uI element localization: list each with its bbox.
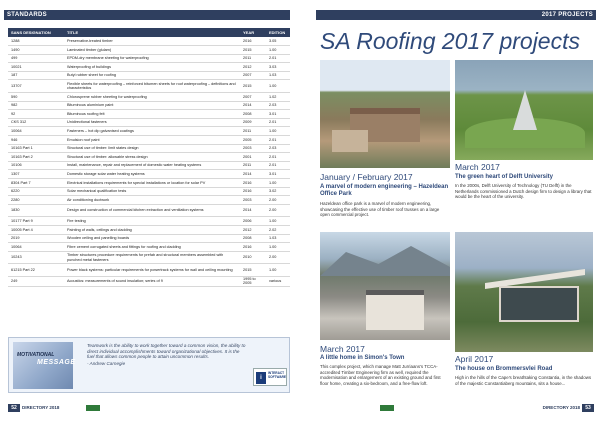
cell-edition: 1.00 — [266, 243, 290, 252]
interact-logo[interactable] — [253, 368, 287, 386]
cell-title: Solar mechanical qualification tests — [64, 187, 240, 196]
table-row — [8, 136, 290, 145]
cell-year: 2016 — [240, 37, 266, 46]
cell-title: Structural use of timber: allowable stress design — [64, 153, 240, 162]
cell-year: 2012 — [240, 225, 266, 234]
cell-title: Power black systems: particular requirements for powertrack systems for wall and ceiling mounting — [64, 264, 240, 277]
ad-quote-author: - Andrew Carnegie — [87, 360, 126, 366]
cell-edition: 2.01 — [266, 54, 290, 63]
table-row — [8, 217, 290, 226]
cell-edition: 2.01 — [266, 153, 290, 162]
cell-year: 2015 — [240, 264, 266, 277]
cell-edition: 3.05 — [266, 37, 290, 46]
cell-designation: 499 — [8, 54, 64, 63]
cell-edition: 2.00 — [266, 196, 290, 205]
cell-year: 2001 — [240, 153, 266, 162]
table-row — [8, 225, 290, 234]
cell-year: 2012 — [240, 63, 266, 72]
project-month: April 2017 — [455, 354, 494, 364]
cell-year: 2005 — [240, 136, 266, 145]
cell-title: Wooden ceiling and panelling boards — [64, 234, 240, 243]
cell-year: 2015 — [240, 80, 266, 93]
cell-edition: 2.01 — [266, 136, 290, 145]
cell-year: 2007 — [240, 71, 266, 80]
cell-title: Air conditioning ductwork — [64, 196, 240, 205]
cell-edition: various — [266, 276, 290, 286]
cell-year: 2003 — [240, 144, 266, 153]
cell-designation: 8304 Part 7 — [8, 179, 64, 188]
cell-designation: 1490 — [8, 46, 64, 55]
col-header-year: YEAR — [240, 28, 266, 37]
table-row — [8, 251, 290, 264]
cell-edition: 1.03 — [266, 234, 290, 243]
interact-logo-icon: i — [256, 372, 266, 384]
cell-year: 1995 to 2005 — [240, 276, 266, 286]
cell-year: 2009 — [240, 118, 266, 127]
cell-edition: 1.00 — [266, 80, 290, 93]
page-title-suffix: 2017 projects — [441, 28, 580, 54]
logo-text-line2: SOFTWARE — [268, 374, 287, 379]
cell-designation: 61215 Part 22 — [8, 264, 64, 277]
cell-designation: 10163 Part 2 — [8, 153, 64, 162]
cell-designation: 946 — [8, 136, 64, 145]
cell-designation: 10243 — [8, 251, 64, 264]
cell-designation: 10064 — [8, 127, 64, 136]
standards-table — [8, 28, 290, 287]
table-row — [8, 46, 290, 55]
photo-building-annex — [332, 130, 368, 152]
cell-edition: 1.00 — [266, 127, 290, 136]
photo-cone — [513, 90, 537, 130]
cell-designation: 982 — [8, 101, 64, 110]
cell-year: 2014 — [240, 170, 266, 179]
cell-title: Fibre cement corrugated sheets and fittings for roofing and cladding — [64, 243, 240, 252]
table-row — [8, 196, 290, 205]
cell-year: 2016 — [240, 243, 266, 252]
cell-edition: 1.03 — [266, 71, 290, 80]
cell-designation: 1830 — [8, 204, 64, 217]
cell-year: 2015 — [240, 46, 266, 55]
cell-year: 2003 — [240, 196, 266, 205]
cell-edition: 1.02 — [266, 93, 290, 102]
section-header-standards — [4, 10, 290, 20]
table-header-row — [8, 28, 290, 37]
cell-year: 2014 — [240, 204, 266, 217]
cell-designation: 1307 — [8, 170, 64, 179]
cell-designation: 249 — [8, 276, 64, 286]
cell-title: Structural use of timber: limit states design — [64, 144, 240, 153]
cell-title: Preservative-treated timber — [64, 37, 240, 46]
project-month: March 2017 — [320, 344, 365, 354]
cell-year: 2011 — [240, 54, 266, 63]
cell-year: 2016 — [240, 179, 266, 188]
cell-designation: 590 — [8, 93, 64, 102]
table-row — [8, 264, 290, 277]
cell-designation: 187 — [8, 71, 64, 80]
cell-year: 2011 — [240, 127, 266, 136]
cell-title: Unidirectional fasteners — [64, 118, 240, 127]
cell-title: Waterproofing of buildings — [64, 63, 240, 72]
table-row — [8, 101, 290, 110]
simons-town-home-photo — [320, 232, 450, 340]
project-body: In the 2000s, Delft University of Technology (TU Delft) in the Netherlands commissioned a Dutch design firm to design a library that would be the heart of the university. — [455, 183, 592, 200]
section-label: STANDARDS — [7, 12, 47, 18]
section-label: 2017 PROJECTS — [541, 12, 593, 18]
cell-title: Bituminous roofing felt — [64, 110, 240, 119]
col-header-title: TITLE — [64, 28, 240, 37]
table-row — [8, 243, 290, 252]
cell-title: Electrical installations requirements for special installations or location for solar PV — [64, 179, 240, 188]
cell-designation: 1288 — [8, 37, 64, 46]
directory-label-right: DIRECTORY 2018 — [542, 405, 580, 410]
cell-designation: 2280 — [8, 196, 64, 205]
cell-title: Acoustics: measurements of sound insulation; series of 9 — [64, 276, 240, 286]
cell-designation: 10106 — [8, 161, 64, 170]
cell-year: 2016 — [240, 187, 266, 196]
table-row — [8, 37, 290, 46]
photo-house — [366, 290, 424, 330]
project-subhead: The green heart of Delft University — [455, 174, 554, 180]
cell-title: Design and construction of commercial kitchen extraction and ventilation systems — [64, 204, 240, 217]
col-header-designation: SANS DESIGNATION — [8, 28, 64, 37]
interact-logo-text — [268, 372, 286, 380]
cell-title: Fasteners – hot dip galvanised coatings — [64, 127, 240, 136]
table-row — [8, 54, 290, 63]
cell-edition: 2.01 — [266, 118, 290, 127]
cell-year: 2008 — [240, 234, 266, 243]
table-row — [8, 161, 290, 170]
cell-title: Chlorosprene rubber sheeting for waterproofing — [64, 93, 240, 102]
cell-edition: 2.00 — [266, 251, 290, 264]
cell-designation: 13707 — [8, 80, 64, 93]
cell-edition: 1.00 — [266, 46, 290, 55]
standards-table-body — [8, 37, 290, 286]
cell-designation: 10177 Part 9 — [8, 217, 64, 226]
cell-edition: 3.01 — [266, 170, 290, 179]
brommersvlei-house-photo — [455, 232, 593, 352]
cell-designation: 10021 — [8, 63, 64, 72]
table-row — [8, 63, 290, 72]
project-month: January / February 2017 — [320, 172, 413, 182]
cell-edition: 2.03 — [266, 101, 290, 110]
cell-year: 2011 — [240, 161, 266, 170]
cell-year: 2006 — [240, 217, 266, 226]
cell-year: 2014 — [240, 101, 266, 110]
cell-designation: 6220 — [8, 187, 64, 196]
cell-designation: 10064 — [8, 243, 64, 252]
cell-title: Painting of walls, ceilings and cladding — [64, 225, 240, 234]
right-footer — [316, 404, 596, 414]
page-number-right: 53 — [582, 404, 594, 412]
ad-title-line2: MESSAGE — [37, 359, 76, 366]
photo-glass-facade — [499, 286, 579, 322]
ad-title-line1: MOTIVATIONAL — [17, 352, 55, 358]
table-row — [8, 204, 290, 217]
publisher-logo-icon — [86, 405, 100, 411]
project-subhead: A little home in Simon's Town — [320, 355, 405, 361]
logo-text-line1: INTERACT — [268, 371, 285, 375]
cell-edition: 2.01 — [266, 161, 290, 170]
table-row — [8, 80, 290, 93]
photo-mountains — [320, 246, 450, 276]
cell-title: Timber structures procedure requirements for prefab and structural members assembled with punched metal fasteners — [64, 251, 240, 264]
page-number-left: 52 — [8, 404, 20, 412]
table-row — [8, 234, 290, 243]
motivational-ad — [8, 337, 290, 393]
cell-title: Bituminous aluminium paint — [64, 101, 240, 110]
table-row — [8, 144, 290, 153]
project-subhead: The house on Brommersvlei Road — [455, 366, 553, 372]
cell-edition: 1.00 — [266, 264, 290, 277]
cell-title: EPDM-dry membrane sheeting for waterproofing — [64, 54, 240, 63]
project-month: March 2017 — [455, 162, 500, 172]
cell-edition: 2.02 — [266, 225, 290, 234]
cell-designation: 2019 — [8, 234, 64, 243]
page-title — [320, 28, 580, 55]
ad-quote — [87, 343, 247, 366]
table-row — [8, 118, 290, 127]
project-body: This complex project, which manage Matt Jurriaans's TCCA-accredited Timber Engineering firm as well, required the modernisation and enlargement of an existing ground and first floor home, creating a six-bedroom, and a free-flow loft. — [320, 364, 441, 386]
cell-edition: 3.02 — [266, 187, 290, 196]
cell-designation: 10005 Part 4 — [8, 225, 64, 234]
table-row — [8, 179, 290, 188]
table-row — [8, 71, 290, 80]
hazeldean-office-park-photo — [320, 60, 450, 168]
project-subhead: A marvel of modern engineering – Hazeldean Office Park — [320, 184, 449, 197]
cell-edition: 3.01 — [266, 110, 290, 119]
table-row — [8, 170, 290, 179]
directory-label-left: DIRECTORY 2018 — [22, 405, 60, 410]
cell-year: 2008 — [240, 110, 266, 119]
project-body: Hazeldean office park is a marvel of modern engineering, showcasing the effective use of timber roof trusses on a large open commercial project. — [320, 201, 440, 218]
cell-edition: 2.00 — [266, 204, 290, 217]
col-header-edition: EDITION — [266, 28, 290, 37]
left-footer — [4, 404, 290, 414]
cell-title: Install, maintenance, repair and replacement of domestic water heating systems — [64, 161, 240, 170]
cell-edition: 3.03 — [266, 63, 290, 72]
cell-designation: CKS 312 — [8, 118, 64, 127]
cell-designation: 92 — [8, 110, 64, 119]
table-row — [8, 93, 290, 102]
cell-title: Butyl rubber sheet for roofing — [64, 71, 240, 80]
cell-title: Laminated timber (glulam) — [64, 46, 240, 55]
cell-title: Emulsion roof paint — [64, 136, 240, 145]
cell-edition: 2.03 — [266, 144, 290, 153]
table-row — [8, 276, 290, 286]
table-row — [8, 187, 290, 196]
cell-edition: 1.00 — [266, 179, 290, 188]
project-body: High in the hills of the Cape's breathtaking Constantia, in the shadows of the majestic Constantiaberg mountains, sits a house... — [455, 375, 592, 386]
cell-year: 2007 — [240, 93, 266, 102]
cell-edition: 1.00 — [266, 217, 290, 226]
cell-title: Domestic storage solar water heating systems — [64, 170, 240, 179]
cell-title: Fire testing — [64, 217, 240, 226]
cell-title: Flexible sheets for waterproofing – reinforced bitumen sheets for roof waterproofing – definitions and characteristics — [64, 80, 240, 93]
cell-designation: 10163 Part 1 — [8, 144, 64, 153]
publisher-logo-icon — [380, 405, 394, 411]
section-header-projects — [316, 10, 596, 20]
delft-library-photo — [455, 60, 593, 160]
table-row — [8, 153, 290, 162]
ad-quote-text: Teamwork is the ability to work together toward a common vision, the ability to direct individual accomplishments toward organizational objectives. It is the fuel that allows common people to attain uncommon results. — [87, 343, 246, 360]
table-row — [8, 110, 290, 119]
page-title-brand: SA Roofing — [320, 28, 436, 54]
table-row — [8, 127, 290, 136]
cell-year: 2010 — [240, 251, 266, 264]
